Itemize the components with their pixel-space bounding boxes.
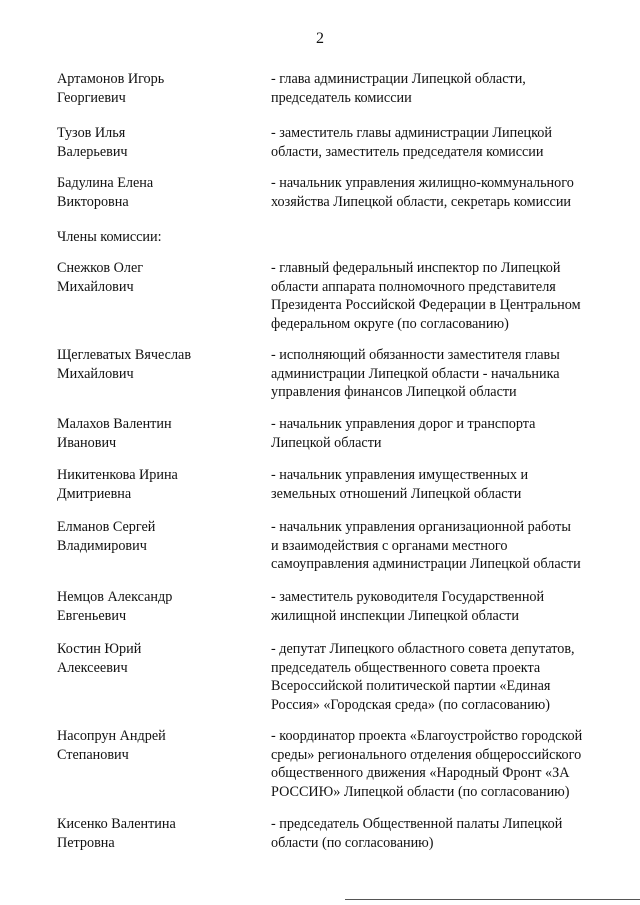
member-role: - главный федеральный инспектор по Липецкой области аппарата полномочного представителя Президента Российской Федерации в Центральном федеральном округе (по согласованию) — [271, 260, 581, 332]
member-name: Никитенкова Ирина Дмитриевна — [57, 467, 178, 502]
member-role: - депутат Липецкого областного совета депутатов, председатель общественного совета проекта Всероссийской политической партии «Единая Россия» «Городская среда» (по согласованию) — [271, 641, 575, 713]
bottom-divider — [345, 899, 640, 900]
member-name: Немцов Александр Евгеньевич — [57, 589, 173, 624]
member-role: - председатель Общественной палаты Липецкой области (по согласованию) — [271, 816, 563, 851]
member-name: Малахов Валентин Иванович — [57, 416, 172, 451]
member-name: Кисенко Валентина Петровна — [57, 816, 176, 851]
member-role: - начальник управления дорог и транспорта Липецкой области — [271, 416, 536, 451]
member-role: - начальник управления имущественных и земельных отношений Липецкой области — [271, 467, 529, 502]
member-role: - глава администрации Липецкой области, председатель комиссии — [271, 71, 526, 106]
member-role: - начальник управления организационной работы и взаимодействия с органами местного самоуправления администрации Липецкой области — [271, 519, 581, 573]
member-name: Тузов Илья Валерьевич — [57, 125, 128, 160]
member-role: - исполняющий обязанности заместителя главы администрации Липецкой области - начальника управления финансов Липецкой области — [271, 347, 560, 401]
member-name: Елманов Сергей Владимирович — [57, 519, 156, 554]
member-name: Костин Юрий Алексеевич — [57, 641, 142, 676]
member-name: Щеглеватых Вячеслав Михайлович — [57, 347, 192, 382]
member-name: Артамонов Игорь Георгиевич — [57, 71, 165, 106]
member-role: - заместитель руководителя Государственной жилищной инспекции Липецкой области — [271, 589, 545, 624]
member-name: Насопрун Андрей Степанович — [57, 728, 166, 763]
member-name: Бадулина Елена Викторовна — [57, 175, 154, 210]
member-role: - начальник управления жилищно-коммунального хозяйства Липецкой области, секретарь комиссии — [271, 175, 574, 210]
member-role: - заместитель главы администрации Липецкой области, заместитель председателя комиссии — [271, 125, 552, 160]
member-role: - координатор проекта «Благоустройство городской среды» регионального отделения общероссийского общественного движения «Народный Фронт «ЗА РОССИЮ» Липецкой области (по согласованию) — [271, 728, 583, 800]
member-name: Снежков Олег Михайлович — [57, 260, 144, 295]
page-number: 2 — [316, 30, 324, 47]
members-heading: Члены комиссии: — [57, 229, 162, 245]
